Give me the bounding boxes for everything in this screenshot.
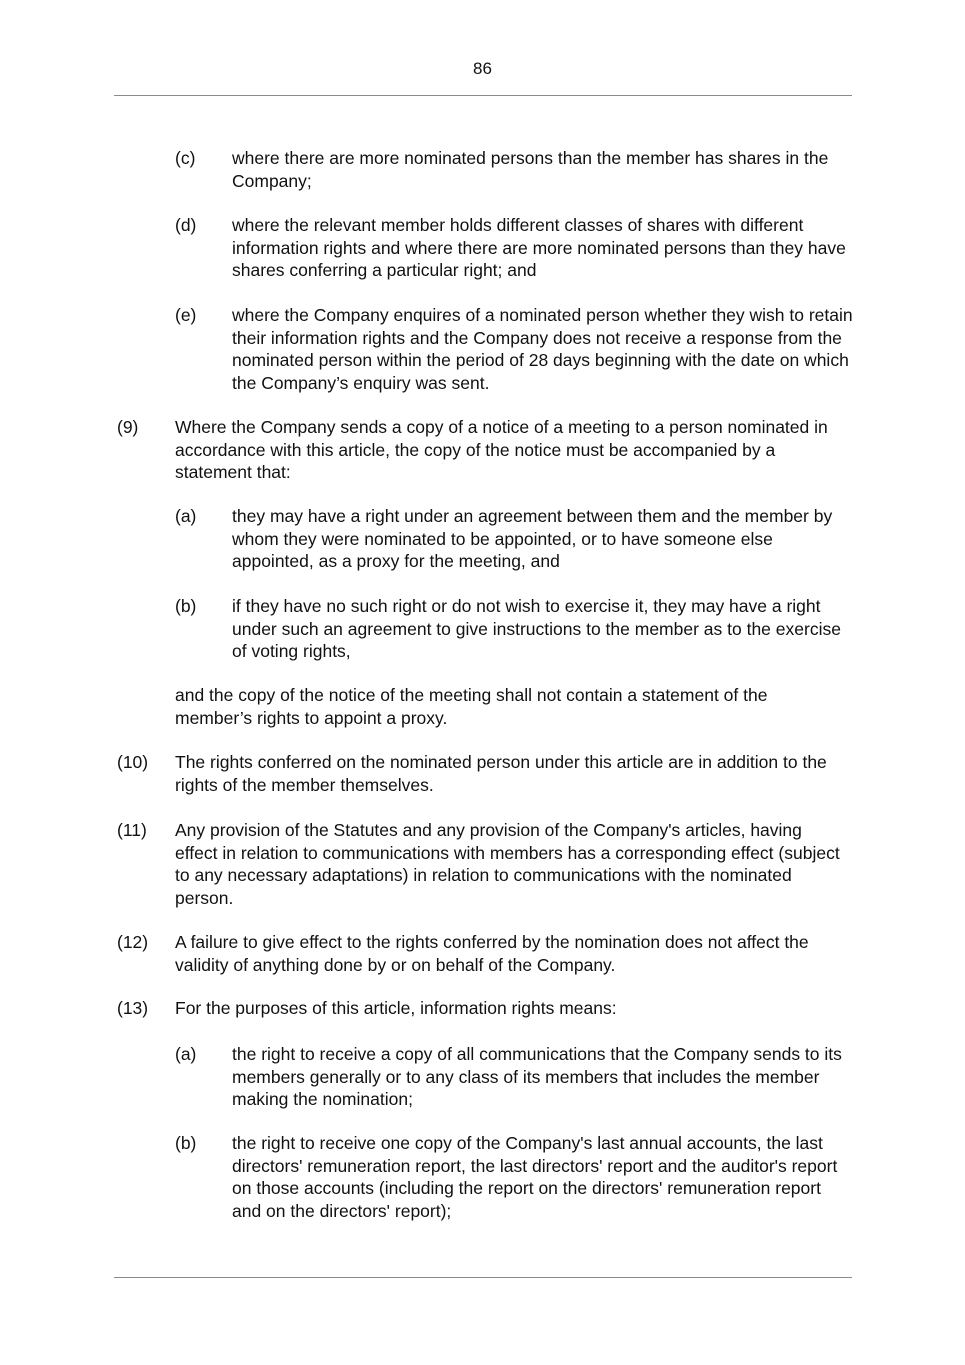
page-number: 86	[473, 59, 492, 78]
clause-text: A failure to give effect to the rights conferred by the nomination does not affect the validity of anything done by or on behalf of the Company.	[175, 932, 809, 975]
clause-text: if they have no such right or do not wish to exercise it, they may have a right under such an agreement to give instructions to the member as to the exercise of voting rights,	[232, 596, 841, 661]
clause-label: (b)	[175, 1133, 197, 1153]
clause-label: (b)	[175, 596, 197, 616]
clause-text: where the relevant member holds different classes of shares with different information rights and where there are more nominated persons than they have shares conferring a particular right; and	[232, 215, 846, 280]
clause-text: Where the Company sends a copy of a notice of a meeting to a person nominated in accordance with this article, the copy of the notice must be accompanied by a statement that:	[175, 417, 828, 482]
clause-label: (c)	[175, 148, 196, 168]
clause-text: The rights conferred on the nominated person under this article are in addition to the rights of the member themselves.	[175, 752, 827, 795]
clause-text: where the Company enquires of a nominated person whether they wish to retain their information rights and the Company does not receive a response from the nominated person within the period of 28 days beginning with the date on which the Company’s enquiry was sent.	[232, 305, 853, 393]
clause-text: where there are more nominated persons than the member has shares in the Company;	[232, 148, 829, 191]
clause-9-continuation: and the copy of the notice of the meeting shall not contain a statement of the member’s rights to appoint a proxy.	[175, 685, 768, 728]
clause-text: For the purposes of this article, information rights means:	[175, 998, 617, 1018]
footer-rule	[114, 1277, 852, 1278]
clause-label: (a)	[175, 506, 197, 526]
clause-text: the right to receive a copy of all communications that the Company sends to its members generally or to any class of its members that includes the member making the nomination;	[232, 1044, 842, 1109]
header-rule	[114, 95, 852, 96]
clause-text: the right to receive one copy of the Company's last annual accounts, the last directors' remuneration report, the last directors' report and the auditor's report on those accounts (including the report on the directors' remuneration report and on the directors' report);	[232, 1133, 838, 1221]
clause-label: (13)	[117, 998, 149, 1018]
clause-label: (9)	[117, 417, 139, 437]
clause-label: (a)	[175, 1044, 197, 1064]
clause-text: they may have a right under an agreement between them and the member by whom they were nominated to be appointed, or to have someone else appointed, as a proxy for the meeting, and	[232, 506, 833, 571]
clause-label: (10)	[117, 752, 149, 772]
clause-label: (11)	[117, 820, 147, 840]
clause-label: (12)	[117, 932, 149, 952]
clause-label: (d)	[175, 215, 197, 235]
clause-label: (e)	[175, 305, 197, 325]
clause-text: Any provision of the Statutes and any provision of the Company's articles, having effect in relation to communications with members has a corresponding effect (subject to any necessary adaptations) in relation to communications with the nominated person.	[175, 820, 840, 908]
